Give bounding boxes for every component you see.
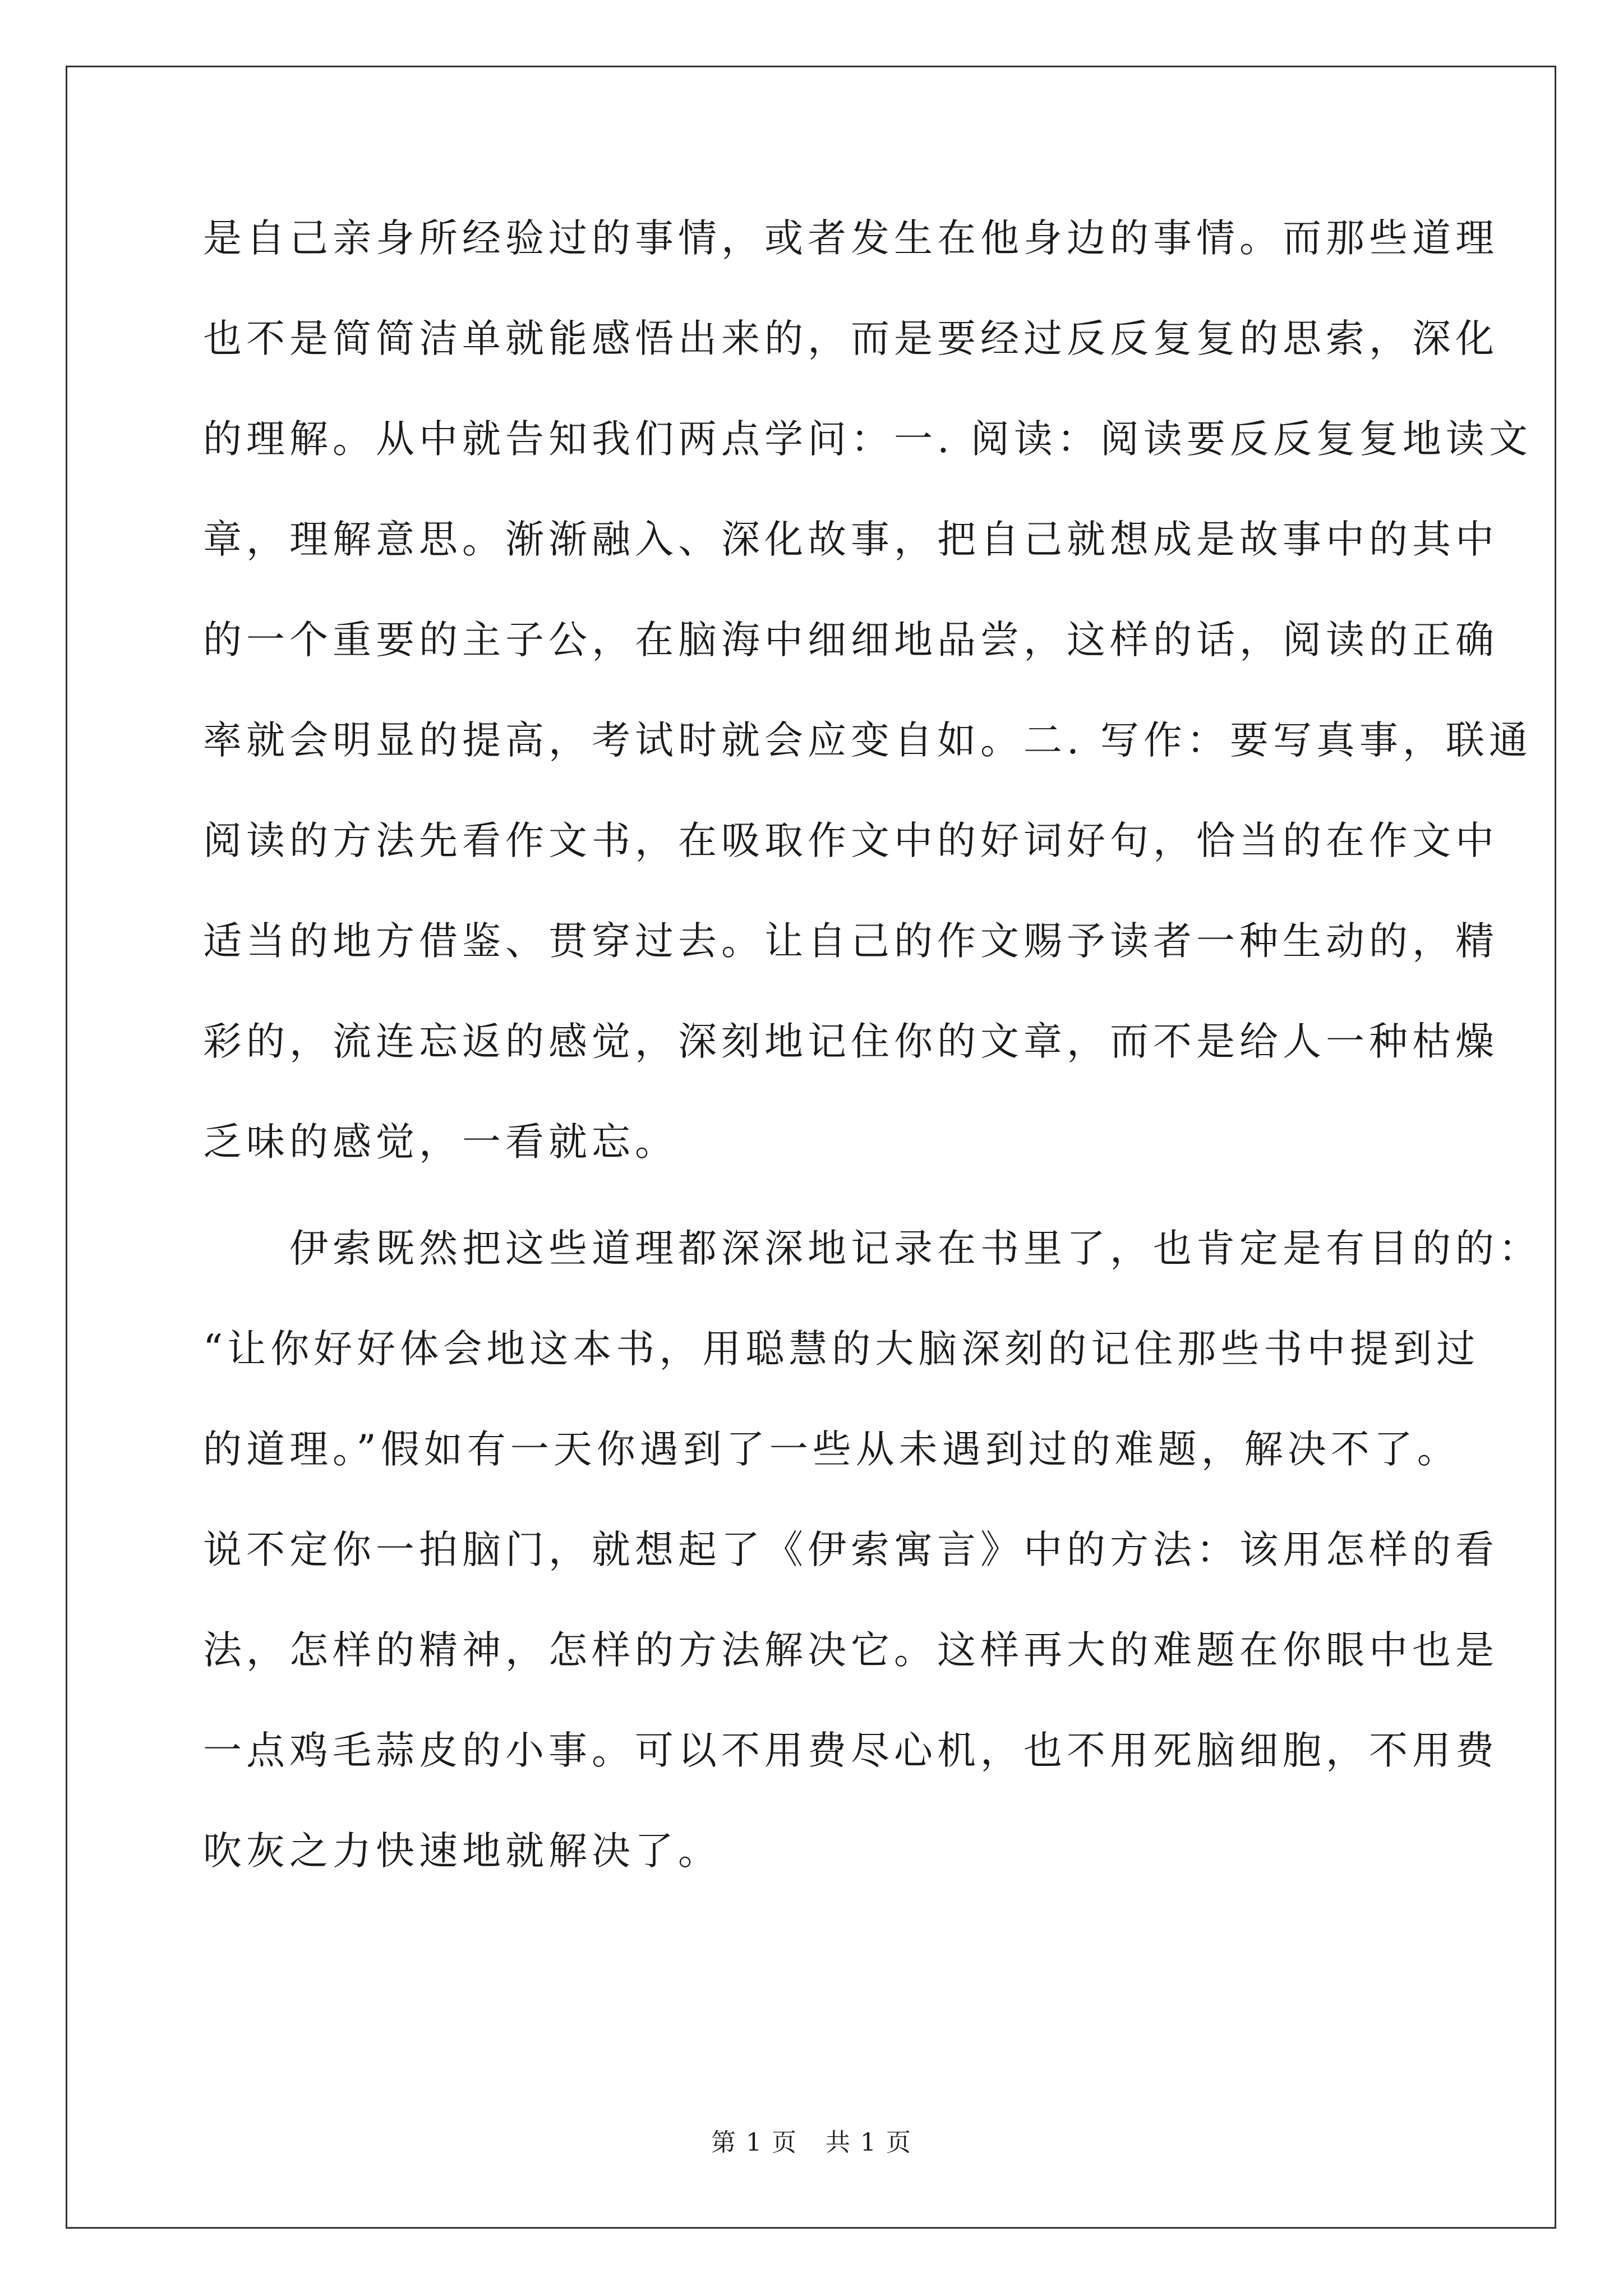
text-line: 法，怎样的精神，怎样的方法解决它。这样再大的难题在你眼中也是 [203, 1628, 1498, 1673]
page-number: 第 1 页 [711, 2128, 797, 2157]
text-line: “让你好好体会地这本书，用聪慧的大脑深刻的记住那些书中提到过 [203, 1327, 1480, 1372]
text-line: 是自己亲身所经验过的事情，或者发生在他身边的事情。而那些道理 [203, 216, 1498, 261]
text-line: 章，理解意思。渐渐融入、深化故事，把自己就想成是故事中的其中 [203, 517, 1498, 562]
text-line: 的理解。从中就告知我们两点学问：一. 阅读：阅读要反反复复地读文 [203, 417, 1532, 462]
text-line: 也不是简简洁单就能感悟出来的，而是要经过反反复复的思索，深化 [203, 316, 1498, 361]
page-footer [0, 2122, 1623, 2158]
text-line: 率就会明显的提高，考试时就会应变自如。二. 写作：要写真事，联通 [203, 718, 1532, 763]
text-line: 吹灰之力快速地就解决了。 [203, 1829, 721, 1874]
text-line: 乏味的感觉，一看就忘。 [203, 1120, 678, 1165]
document-body [203, 216, 1542, 1932]
paragraph-2 [203, 1226, 1542, 1932]
page-total: 共 1 页 [826, 2128, 912, 2157]
text-line: 一点鸡毛蒜皮的小事。可以不用费尽心机，也不用死脑细胞，不用费 [203, 1728, 1498, 1773]
text-line: 适当的地方借鉴、贯穿过去。让自己的作文赐予读者一种生动的，精 [203, 919, 1498, 964]
text-line: 的道理。”假如有一天你遇到了一些从未遇到过的难题，解决不了。 [203, 1427, 1460, 1472]
text-line: 彩的，流连忘返的感觉，深刻地记住你的文章，而不是给人一种枯燥 [203, 1019, 1498, 1064]
paragraph-1 [203, 216, 1532, 1229]
text-line: 的一个重要的主子公，在脑海中细细地品尝，这样的话，阅读的正确 [203, 618, 1498, 662]
text-line: 阅读的方法先看作文书，在吸取作文中的好词好句，恰当的在作文中 [203, 818, 1498, 863]
text-line: 伊索既然把这些道理都深深地记录在书里了，也肯定是有目的的： [203, 1226, 1542, 1271]
text-line: 说不定你一拍脑门，就想起了《伊索寓言》中的方法：该用怎样的看 [203, 1527, 1498, 1572]
